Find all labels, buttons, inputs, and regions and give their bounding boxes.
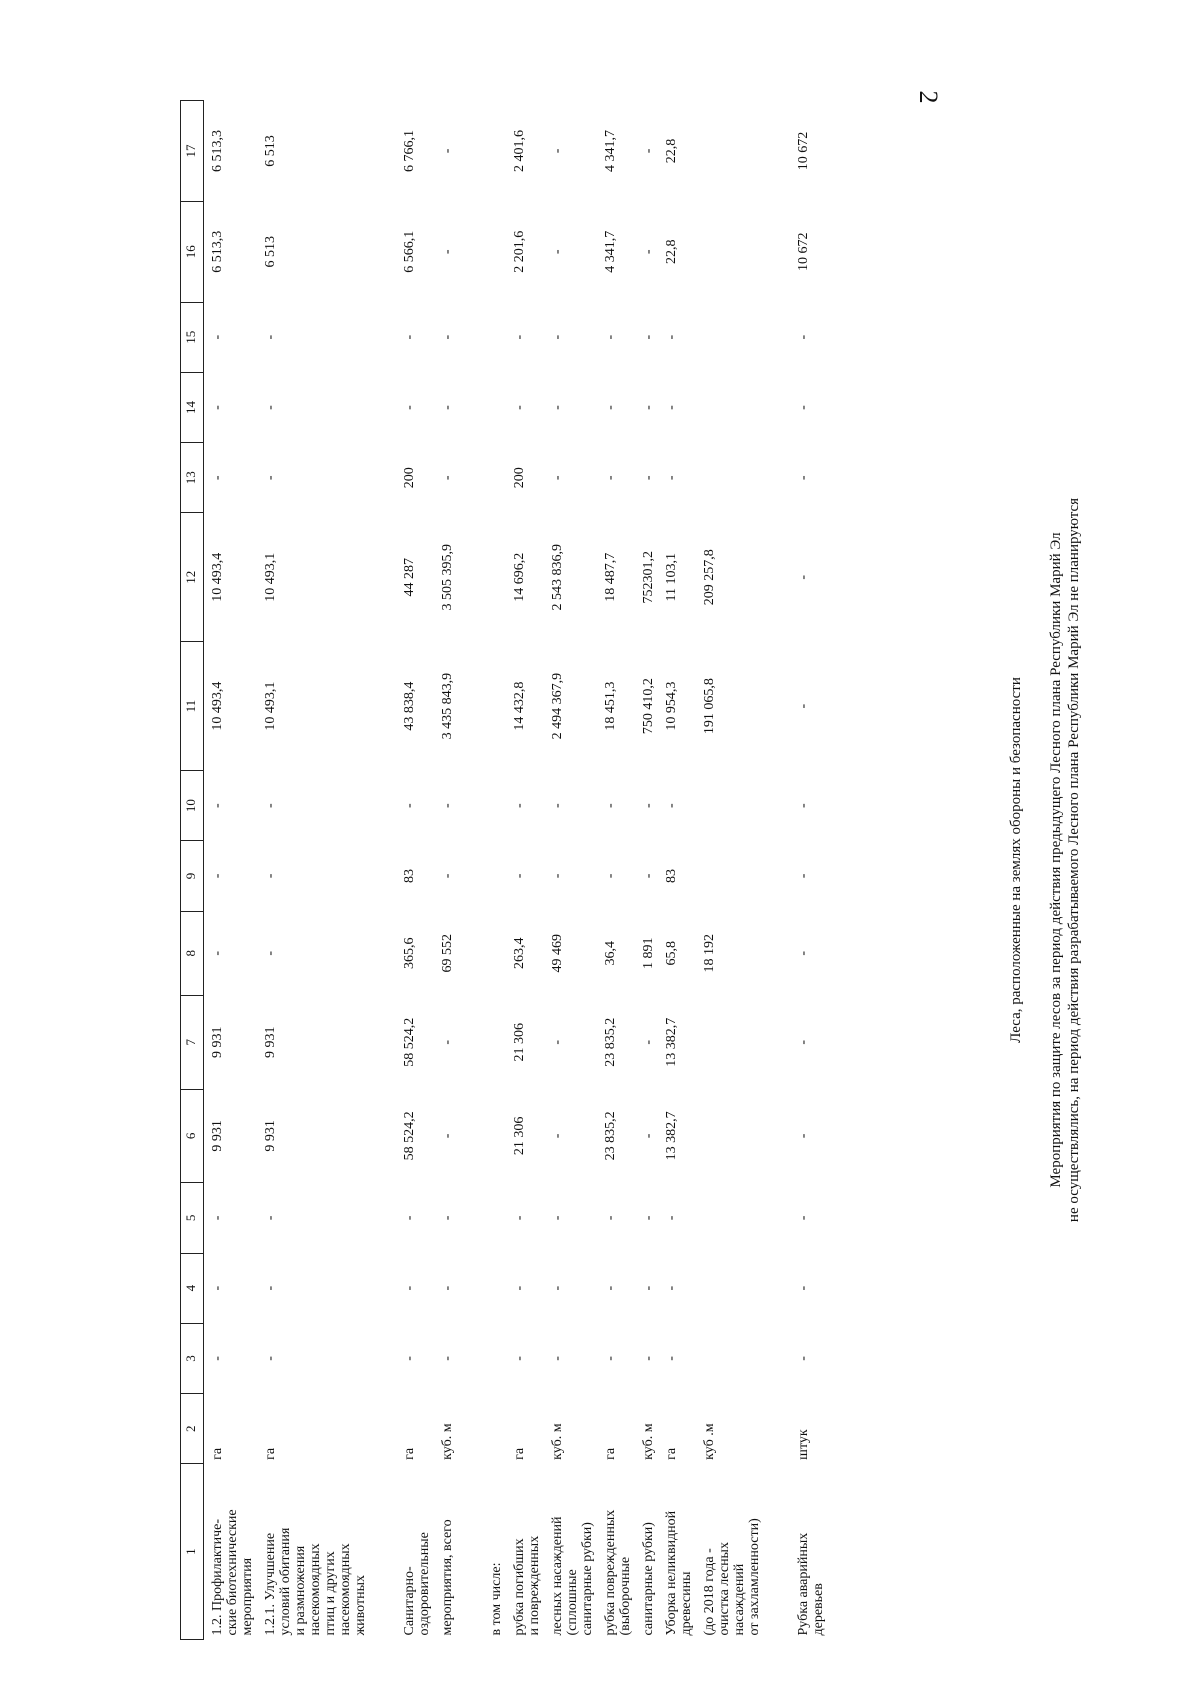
table-cell: - (440, 249, 455, 255)
table-cell: - (603, 334, 618, 340)
table-cell: 1 891 (641, 937, 656, 969)
table-cell: 14 696,2 (512, 552, 527, 602)
table-cell: 49 469 (550, 933, 565, 973)
table-cell: 23 835,2 (603, 1017, 618, 1067)
row-unit: га (664, 1447, 679, 1460)
spacer-cell (764, 101, 790, 1640)
table-cell: 22,8 (664, 138, 679, 164)
table-cell: 36,4 (603, 940, 618, 966)
row-name: Рубка аварийных деревьев (796, 1532, 826, 1636)
table-cell: - (796, 334, 811, 340)
table-cell (696, 1183, 764, 1253)
table-cell: 200 (512, 467, 527, 489)
table-cell: - (210, 405, 225, 410)
table-cell: - (664, 405, 679, 410)
table-cell: 6 513,3 (210, 230, 225, 273)
table-cell: - (641, 1039, 656, 1045)
table-cell (483, 995, 506, 1089)
table-cell: - (402, 334, 417, 340)
table-cell: 83 (664, 868, 679, 883)
table-cell (483, 771, 506, 841)
table-cell: - (550, 1039, 565, 1045)
table-cell: - (796, 1039, 811, 1045)
table-cell: 2 494 367,9 (550, 672, 565, 740)
table-cell: - (603, 1215, 618, 1221)
table-row (658, 101, 696, 1640)
table-cell: 9 931 (210, 1120, 225, 1152)
table-cell: - (263, 950, 278, 956)
row-name: рубка поврежденных (выборочные (603, 1509, 633, 1636)
table-cell: - (402, 803, 417, 808)
table-row (483, 101, 506, 1640)
table-cell (696, 1253, 764, 1323)
table-cell: - (263, 803, 278, 808)
table-cell: 263,4 (512, 937, 527, 969)
row-name: рубка погибших и поврежденных (512, 1535, 542, 1636)
table-cell (696, 1323, 764, 1393)
table-cell: - (550, 1285, 565, 1291)
table-cell: 58 524,2 (402, 1111, 417, 1161)
table-row (696, 101, 764, 1640)
table-cell: - (664, 334, 679, 340)
table-cell: - (603, 475, 618, 481)
column-number-4: 4 (181, 1253, 204, 1323)
table-cell (483, 1183, 506, 1253)
column-number-9: 9 (181, 841, 204, 911)
table-cell: 3 435 843,9 (440, 672, 455, 740)
row-unit: куб. м (440, 1423, 455, 1460)
column-number-3: 3 (181, 1323, 204, 1393)
row-name: санитарные рубки) (641, 1522, 656, 1636)
column-number-11: 11 (181, 642, 204, 771)
column-number-16: 16 (181, 201, 204, 302)
table-cell: 13 382,7 (664, 1111, 679, 1161)
column-number-1: 1 (181, 1464, 204, 1640)
table-cell: 752301,2 (641, 551, 656, 604)
table-cell: 2 201,6 (512, 230, 527, 273)
table-cell (483, 642, 506, 771)
table-cell: 365,6 (402, 937, 417, 969)
column-number-14: 14 (181, 372, 204, 442)
table-cell: - (550, 1133, 565, 1139)
table-cell: - (263, 873, 278, 879)
table-cell: 14 432,8 (512, 681, 527, 731)
table-cell: 6 566,1 (402, 230, 417, 273)
table-cell (696, 101, 764, 202)
table-cell (483, 1089, 506, 1183)
table-cell: - (210, 1356, 225, 1361)
table-cell: - (796, 803, 811, 808)
row-unit: штук (796, 1429, 811, 1460)
table-cell: 9 931 (263, 1120, 278, 1152)
section-title: Леса, расположенные на землях обороны и безопасности (1008, 677, 1024, 1043)
table-cell: - (402, 1215, 417, 1221)
row-name: 1.2.1. Улучшение условий обитания и размножения насекомоядных птиц и других насекомоядных животных (263, 1527, 368, 1636)
table-cell: 13 382,7 (664, 1017, 679, 1067)
table-cell: - (263, 405, 278, 410)
spacer-cell (370, 101, 396, 1640)
table-cell: 6 513 (263, 235, 278, 268)
table-cell: 2 401,6 (512, 129, 527, 172)
row-unit: га (512, 1447, 527, 1460)
table-cell: - (550, 1215, 565, 1221)
page-number: 2 (914, 90, 943, 104)
table-cell: - (603, 405, 618, 410)
table-cell: - (550, 803, 565, 808)
table-cell: - (603, 803, 618, 808)
table-cell (483, 841, 506, 911)
table-cell: 10 493,4 (210, 552, 225, 602)
column-number-5: 5 (181, 1183, 204, 1253)
table-cell: - (440, 1133, 455, 1139)
column-number-2: 2 (181, 1394, 204, 1464)
table-cell: - (641, 873, 656, 879)
table-cell: - (550, 334, 565, 340)
table-cell: - (796, 574, 811, 580)
table-row (790, 101, 828, 1640)
column-number-6: 6 (181, 1089, 204, 1183)
column-number-8: 8 (181, 911, 204, 995)
row-name: лесных насаждений (сплошные санитарные рубки) (550, 1516, 595, 1636)
table-cell (696, 771, 764, 841)
table-cell: - (796, 1285, 811, 1291)
table-cell: 750 410,2 (641, 678, 656, 735)
rotated-content (180, 80, 1140, 1640)
row-unit (483, 1394, 506, 1464)
row-name: мероприятия, всего (440, 1519, 455, 1636)
table-cell (483, 443, 506, 513)
table-cell: - (664, 1356, 679, 1361)
table-cell: - (210, 873, 225, 879)
table-cell: - (641, 405, 656, 410)
table-cell (483, 1323, 506, 1393)
table-cell: - (641, 1133, 656, 1139)
table-cell: - (641, 148, 656, 154)
table-cell: - (263, 334, 278, 340)
table-cell: - (796, 1133, 811, 1139)
table-cell (696, 302, 764, 372)
table-cell: 6 766,1 (402, 129, 417, 172)
table-cell: - (512, 1215, 527, 1221)
column-number-10: 10 (181, 771, 204, 841)
row-unit: га (402, 1447, 417, 1460)
table-cell (696, 841, 764, 911)
table-cell: - (641, 249, 656, 255)
table-cell (483, 513, 506, 642)
table-cell: - (263, 1215, 278, 1221)
table-row (506, 101, 544, 1640)
table-cell: - (796, 873, 811, 879)
table-cell: 44 287 (402, 558, 417, 597)
note-line-2: не осуществлялись, на период действия разрабатываемого Лесного плана Республики Марий Эл не планируются (1066, 497, 1082, 1223)
table-cell: - (641, 1356, 656, 1361)
table-cell: 10 493,1 (263, 681, 278, 731)
table-cell: - (210, 950, 225, 956)
table-cell: - (440, 803, 455, 808)
note-line-1: Мероприятия по защите лесов за период действия предыдущего Лесного плана Республики Марий Эл (1048, 532, 1064, 1188)
table-cell: - (512, 873, 527, 879)
table-cell: - (440, 148, 455, 154)
table-cell: - (512, 334, 527, 340)
table-cell: 23 835,2 (603, 1111, 618, 1161)
table-cell: - (263, 1285, 278, 1291)
table-cell: 10 672 (796, 131, 811, 171)
table-row (635, 101, 658, 1640)
table-cell: 10 493,1 (263, 552, 278, 602)
column-number-15: 15 (181, 302, 204, 372)
report-table (180, 100, 828, 1640)
table-cell: - (402, 1356, 417, 1361)
table-row (204, 101, 258, 1640)
table-cell: 200 (402, 467, 417, 489)
table-cell: - (440, 1285, 455, 1291)
table-cell: - (603, 1356, 618, 1361)
table-cell: 209 257,8 (702, 549, 717, 606)
column-number-12: 12 (181, 513, 204, 642)
table-cell: - (263, 1356, 278, 1361)
table-cell: - (210, 1215, 225, 1221)
table-row (544, 101, 597, 1640)
row-name: Уборка неликвидной древесины (664, 1510, 694, 1636)
table-cell: - (550, 873, 565, 879)
table-cell: - (664, 475, 679, 481)
table-cell: - (796, 703, 811, 709)
table-cell: - (512, 1356, 527, 1361)
table-cell: 10 954,3 (664, 681, 679, 731)
table-cell: 10 672 (796, 232, 811, 271)
table-cell: - (550, 475, 565, 481)
row-name: Санитарно- оздоровительные (402, 1532, 432, 1636)
row-unit: куб .м (702, 1423, 717, 1460)
table-cell: - (550, 405, 565, 410)
table-cell: 18 451,3 (603, 681, 618, 731)
table-cell: 11 103,1 (664, 553, 679, 602)
table-cell: - (641, 475, 656, 481)
column-number-row (181, 101, 204, 1640)
table-cell: - (210, 475, 225, 481)
table-cell: - (512, 405, 527, 410)
table-cell: 58 524,2 (402, 1017, 417, 1067)
table-cell: - (664, 803, 679, 808)
table-cell: - (402, 1285, 417, 1291)
table-row (597, 101, 635, 1640)
row-unit: куб. м (550, 1423, 565, 1460)
table-cell: 10 493,4 (210, 681, 225, 731)
row-unit: га (263, 1447, 278, 1460)
table-cell: - (512, 803, 527, 808)
table-cell: - (440, 475, 455, 481)
table-cell: - (440, 334, 455, 340)
table-cell: - (796, 475, 811, 481)
spacer-cell (457, 101, 483, 1640)
table-cell (483, 101, 506, 202)
table-cell: - (796, 1356, 811, 1361)
table-cell: 6 513 (263, 135, 278, 167)
table-cell: - (603, 1285, 618, 1291)
table-cell: - (641, 803, 656, 808)
table-cell: 18 192 (702, 933, 717, 973)
table-cell: 191 065,8 (702, 678, 717, 735)
row-spacer (764, 101, 790, 1640)
row-spacer (457, 101, 483, 1640)
table-cell: 18 487,7 (603, 552, 618, 602)
column-number-17: 17 (181, 101, 204, 202)
table-cell (483, 372, 506, 442)
table-cell: - (210, 1285, 225, 1291)
table-cell: - (263, 475, 278, 481)
table-cell: - (796, 405, 811, 410)
table-cell: 2 543 836,9 (550, 544, 565, 611)
table-row (257, 101, 370, 1640)
table-cell (483, 911, 506, 995)
table-cell (696, 1089, 764, 1183)
table-cell: - (664, 1215, 679, 1221)
column-number-13: 13 (181, 443, 204, 513)
table-cell (483, 302, 506, 372)
table-cell: 4 341,7 (603, 129, 618, 172)
row-spacer (370, 101, 396, 1640)
column-number-7: 7 (181, 995, 204, 1089)
row-name: в том числе: (489, 1562, 504, 1636)
table-cell: - (603, 873, 618, 879)
table-cell: - (210, 803, 225, 808)
row-name: 1.2. Профилактиче- ские биотехнические мероприятия (210, 1509, 255, 1636)
table-cell: - (641, 1215, 656, 1221)
table-cell: 4 341,7 (603, 230, 618, 273)
table-cell: 83 (402, 868, 417, 883)
table-cell: - (440, 873, 455, 879)
table-cell: - (440, 1215, 455, 1221)
table-cell (696, 995, 764, 1089)
table-cell: 6 513,3 (210, 129, 225, 172)
table-cell: - (402, 405, 417, 410)
row-unit: га (603, 1447, 618, 1460)
table-cell: - (796, 1215, 811, 1221)
table-row (396, 101, 434, 1640)
row-unit: га (210, 1447, 225, 1460)
table-cell: - (796, 950, 811, 956)
table-row (434, 101, 457, 1640)
table-cell: - (210, 334, 225, 340)
table-cell (696, 372, 764, 442)
table-cell: - (550, 148, 565, 154)
row-name: (до 2018 года - очистка лесных насаждений от захламленности) (702, 1518, 762, 1636)
table-cell: - (440, 1039, 455, 1045)
table-cell: 21 306 (512, 1022, 527, 1062)
table-body (204, 101, 829, 1640)
table-cell (483, 201, 506, 302)
table-cell: 69 552 (440, 933, 455, 973)
table-cell: 65,8 (664, 940, 679, 966)
row-unit: куб. м (641, 1423, 656, 1460)
table-cell: - (440, 405, 455, 410)
table-cell (696, 443, 764, 513)
table-cell: - (641, 1285, 656, 1291)
table-cell: 9 931 (263, 1026, 278, 1058)
table-cell: - (664, 1285, 679, 1291)
table-cell: - (550, 249, 565, 255)
table-cell: 22,8 (664, 239, 679, 264)
table-cell: 3 505 395,9 (440, 544, 455, 611)
table-cell: 9 931 (210, 1026, 225, 1058)
table-cell: - (440, 1356, 455, 1361)
table-cell: - (512, 1285, 527, 1291)
table-cell: - (550, 1356, 565, 1361)
table-cell: - (641, 334, 656, 340)
table-cell: 43 838,4 (402, 681, 417, 731)
table-cell: 21 306 (512, 1116, 527, 1156)
table-cell (483, 1253, 506, 1323)
table-cell (696, 201, 764, 302)
